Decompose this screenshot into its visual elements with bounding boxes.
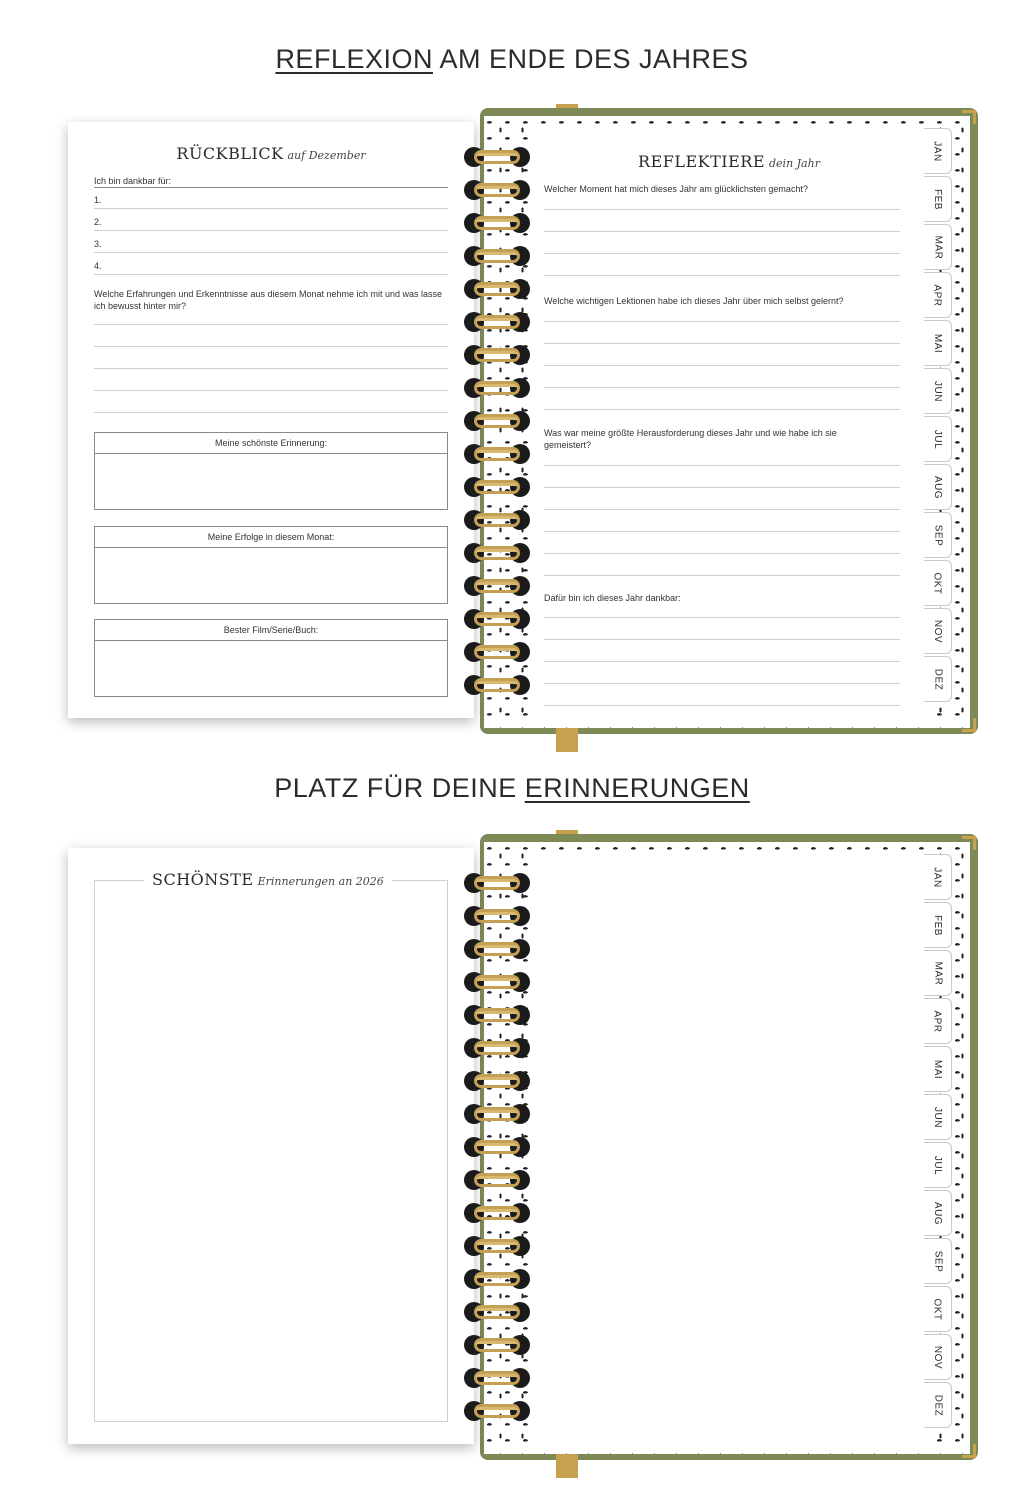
tab-apr[interactable] bbox=[924, 998, 952, 1044]
tab-label: MAI bbox=[932, 333, 943, 353]
tab-label: DEZ bbox=[932, 668, 943, 690]
tab-label: JAN bbox=[932, 140, 943, 162]
tab-label: JUN bbox=[931, 380, 943, 402]
writing-line bbox=[544, 617, 900, 618]
page-title bbox=[144, 870, 392, 890]
writing-line bbox=[94, 252, 448, 253]
tab-label: NOV bbox=[931, 1345, 943, 1369]
section-title-erinnerungen bbox=[0, 773, 1024, 804]
writing-line bbox=[94, 274, 448, 275]
tab-label: MAR bbox=[931, 961, 943, 985]
tab-nov[interactable] bbox=[924, 608, 952, 654]
tab-label: JUN bbox=[931, 1106, 943, 1128]
writing-line bbox=[94, 412, 448, 413]
tab-okt[interactable] bbox=[924, 560, 952, 606]
spiral-ring-icon bbox=[460, 1363, 534, 1393]
spiral-ring-icon bbox=[460, 670, 534, 700]
tab-label: AUG bbox=[931, 1201, 943, 1225]
writing-line bbox=[544, 661, 900, 662]
writing-line bbox=[544, 575, 900, 576]
spiral-ring-icon bbox=[460, 175, 534, 205]
memory-frame bbox=[94, 880, 448, 1422]
section-title-underlined: ERINNERUNGEN bbox=[524, 773, 750, 803]
spiral-ring-icon bbox=[460, 1396, 534, 1426]
spiral-ring-icon bbox=[460, 373, 534, 403]
spiral-ring-icon bbox=[460, 439, 534, 469]
tab-label: JAN bbox=[932, 866, 943, 888]
tab-mar[interactable] bbox=[924, 950, 952, 996]
writing-line bbox=[544, 253, 900, 254]
spiral-ring-icon bbox=[460, 1000, 534, 1030]
page-title bbox=[530, 152, 928, 172]
tab-mai[interactable] bbox=[924, 1046, 952, 1092]
page-title-caps: RÜCKBLICK bbox=[176, 144, 284, 163]
left-page-schoenste bbox=[68, 848, 474, 1444]
page-title-caps: SCHÖNSTE bbox=[152, 870, 254, 889]
bookmark-ribbon-bottom bbox=[556, 1452, 578, 1478]
list-number: 1. bbox=[94, 195, 102, 205]
box-heading: Bester Film/Serie/Buch: bbox=[95, 620, 447, 641]
spiral-ring-icon bbox=[460, 571, 534, 601]
spiral-ring-icon bbox=[460, 406, 534, 436]
planner-spread-reflexion bbox=[0, 108, 1024, 748]
question-text: Welcher Moment hat mich dieses Jahr am glücklichsten gemacht? bbox=[544, 184, 808, 194]
tab-aug[interactable] bbox=[924, 1190, 952, 1236]
spiral-ring-icon bbox=[460, 208, 534, 238]
right-page-blank bbox=[530, 850, 928, 1446]
tab-dez[interactable] bbox=[924, 656, 952, 702]
question-text: Welche wichtigen Lektionen habe ich dieses Jahr über mich selbst gelernt? bbox=[544, 296, 844, 306]
tab-label: APR bbox=[932, 1009, 943, 1033]
writing-line bbox=[94, 187, 448, 188]
writing-line bbox=[94, 324, 448, 325]
writing-line bbox=[544, 705, 900, 706]
spiral-ring-icon bbox=[460, 868, 534, 898]
list-number: 4. bbox=[94, 261, 102, 271]
box-schoenste-erinnerung bbox=[94, 432, 448, 510]
tab-dez[interactable] bbox=[924, 1382, 952, 1428]
box-heading: Meine schönste Erinnerung: bbox=[95, 433, 447, 454]
writing-line bbox=[94, 368, 448, 369]
question-text: Dafür bin ich dieses Jahr dankbar: bbox=[544, 593, 681, 603]
tab-label: FEB bbox=[931, 188, 943, 210]
tab-apr[interactable] bbox=[924, 272, 952, 318]
section-title-reflexion bbox=[0, 44, 1024, 75]
spiral-ring-icon bbox=[460, 1231, 534, 1261]
section-title-rest: AM ENDE DES JAHRES bbox=[432, 44, 749, 74]
writing-line bbox=[94, 390, 448, 391]
spiral-ring-icon bbox=[460, 604, 534, 634]
writing-line bbox=[544, 321, 900, 322]
writing-line bbox=[544, 343, 900, 344]
question-text: Was war meine größte Herausforderung dieses Jahr und wie habe ich sie gemeistert? bbox=[544, 428, 837, 450]
spiral-ring-icon bbox=[460, 1132, 534, 1162]
writing-line bbox=[544, 531, 900, 532]
spiral-ring-icon bbox=[460, 1066, 534, 1096]
tab-label: MAI bbox=[932, 1059, 943, 1079]
writing-line bbox=[94, 346, 448, 347]
tab-label: OKT bbox=[932, 1297, 943, 1321]
writing-line bbox=[544, 553, 900, 554]
tab-label: JUL bbox=[931, 1155, 943, 1175]
tab-sep[interactable] bbox=[924, 512, 952, 558]
right-page-pattern bbox=[484, 116, 970, 728]
spiral-ring-icon bbox=[460, 1264, 534, 1294]
tab-jan[interactable] bbox=[924, 128, 952, 174]
writing-line bbox=[544, 639, 900, 640]
planner-spread-erinnerungen bbox=[0, 834, 1024, 1474]
spiral-ring-icon bbox=[460, 472, 534, 502]
tab-jun[interactable] bbox=[924, 1094, 952, 1140]
tab-label: AUG bbox=[931, 475, 943, 499]
page-title-script: dein Jahr bbox=[769, 157, 820, 170]
writing-line bbox=[544, 683, 900, 684]
spiral-ring-icon bbox=[460, 142, 534, 172]
spiral-ring-icon bbox=[460, 307, 534, 337]
writing-line bbox=[94, 208, 448, 209]
tab-nov[interactable] bbox=[924, 1334, 952, 1380]
writing-line bbox=[544, 487, 900, 488]
writing-line bbox=[544, 509, 900, 510]
spiral-ring-icon bbox=[460, 340, 534, 370]
spiral-ring-icon bbox=[460, 241, 534, 271]
spiral-ring-icon bbox=[460, 967, 534, 997]
list-number: 3. bbox=[94, 239, 102, 249]
tab-feb[interactable] bbox=[924, 902, 952, 948]
spiral-ring-icon bbox=[460, 505, 534, 535]
tab-label: APR bbox=[932, 283, 943, 307]
box-bester-film bbox=[94, 619, 448, 697]
spiral-ring-icon bbox=[460, 1330, 534, 1360]
writing-line bbox=[544, 209, 900, 210]
section-title-plain: PLATZ FÜR DEINE bbox=[274, 773, 525, 803]
section-title-underlined: REFLEXION bbox=[275, 44, 433, 74]
right-page-reflektiere bbox=[530, 124, 928, 720]
tab-sep[interactable] bbox=[924, 1238, 952, 1284]
left-page-rueckblick bbox=[68, 122, 474, 718]
question-text: Welche Erfahrungen und Erkenntnisse aus diesem Monat nehme ich mit und was lasse ich bewusst hinter mir? bbox=[94, 289, 443, 311]
page-title-script: Erinnerungen an 2026 bbox=[257, 875, 384, 888]
spiral-ring-icon bbox=[460, 1297, 534, 1327]
tab-jul[interactable] bbox=[924, 1142, 952, 1188]
tab-label: OKT bbox=[932, 571, 943, 595]
writing-line bbox=[544, 365, 900, 366]
box-heading: Meine Erfolge in diesem Monat: bbox=[95, 527, 447, 548]
tab-label: JUL bbox=[931, 429, 943, 449]
spiral-ring-icon bbox=[460, 1165, 534, 1195]
box-erfolge bbox=[94, 526, 448, 604]
writing-line bbox=[544, 465, 900, 466]
tab-label: NOV bbox=[931, 619, 943, 643]
spiral-ring-icon bbox=[460, 538, 534, 568]
page-title bbox=[68, 144, 474, 164]
tab-label: FEB bbox=[931, 914, 943, 936]
spiral-ring-icon bbox=[460, 901, 534, 931]
spiral-ring-icon bbox=[460, 1099, 534, 1129]
right-page-pattern bbox=[484, 842, 970, 1454]
spiral-ring-icon bbox=[460, 274, 534, 304]
spiral-ring-icon bbox=[460, 1033, 534, 1063]
grateful-label: Ich bin dankbar für: bbox=[94, 176, 172, 186]
bookmark-ribbon-bottom bbox=[556, 726, 578, 752]
page-title-script: auf Dezember bbox=[287, 149, 366, 162]
spiral-ring-icon bbox=[460, 934, 534, 964]
tab-mar[interactable] bbox=[924, 224, 952, 270]
writing-line bbox=[94, 230, 448, 231]
tab-aug[interactable] bbox=[924, 464, 952, 510]
writing-line bbox=[544, 275, 900, 276]
writing-line bbox=[544, 409, 900, 410]
tab-label: SEP bbox=[931, 524, 943, 546]
tab-label: DEZ bbox=[932, 1394, 943, 1416]
tab-label: SEP bbox=[931, 1250, 943, 1272]
tab-feb[interactable] bbox=[924, 176, 952, 222]
tab-jan[interactable] bbox=[924, 854, 952, 900]
spiral-ring-icon bbox=[460, 637, 534, 667]
tab-mai[interactable] bbox=[924, 320, 952, 366]
spiral-ring-icon bbox=[460, 1198, 534, 1228]
tab-okt[interactable] bbox=[924, 1286, 952, 1332]
writing-line bbox=[544, 387, 900, 388]
writing-line bbox=[544, 231, 900, 232]
page-title-caps: REFLEKTIERE bbox=[638, 152, 765, 171]
tab-label: MAR bbox=[931, 235, 943, 259]
tab-jun[interactable] bbox=[924, 368, 952, 414]
tab-jul[interactable] bbox=[924, 416, 952, 462]
list-number: 2. bbox=[94, 217, 102, 227]
